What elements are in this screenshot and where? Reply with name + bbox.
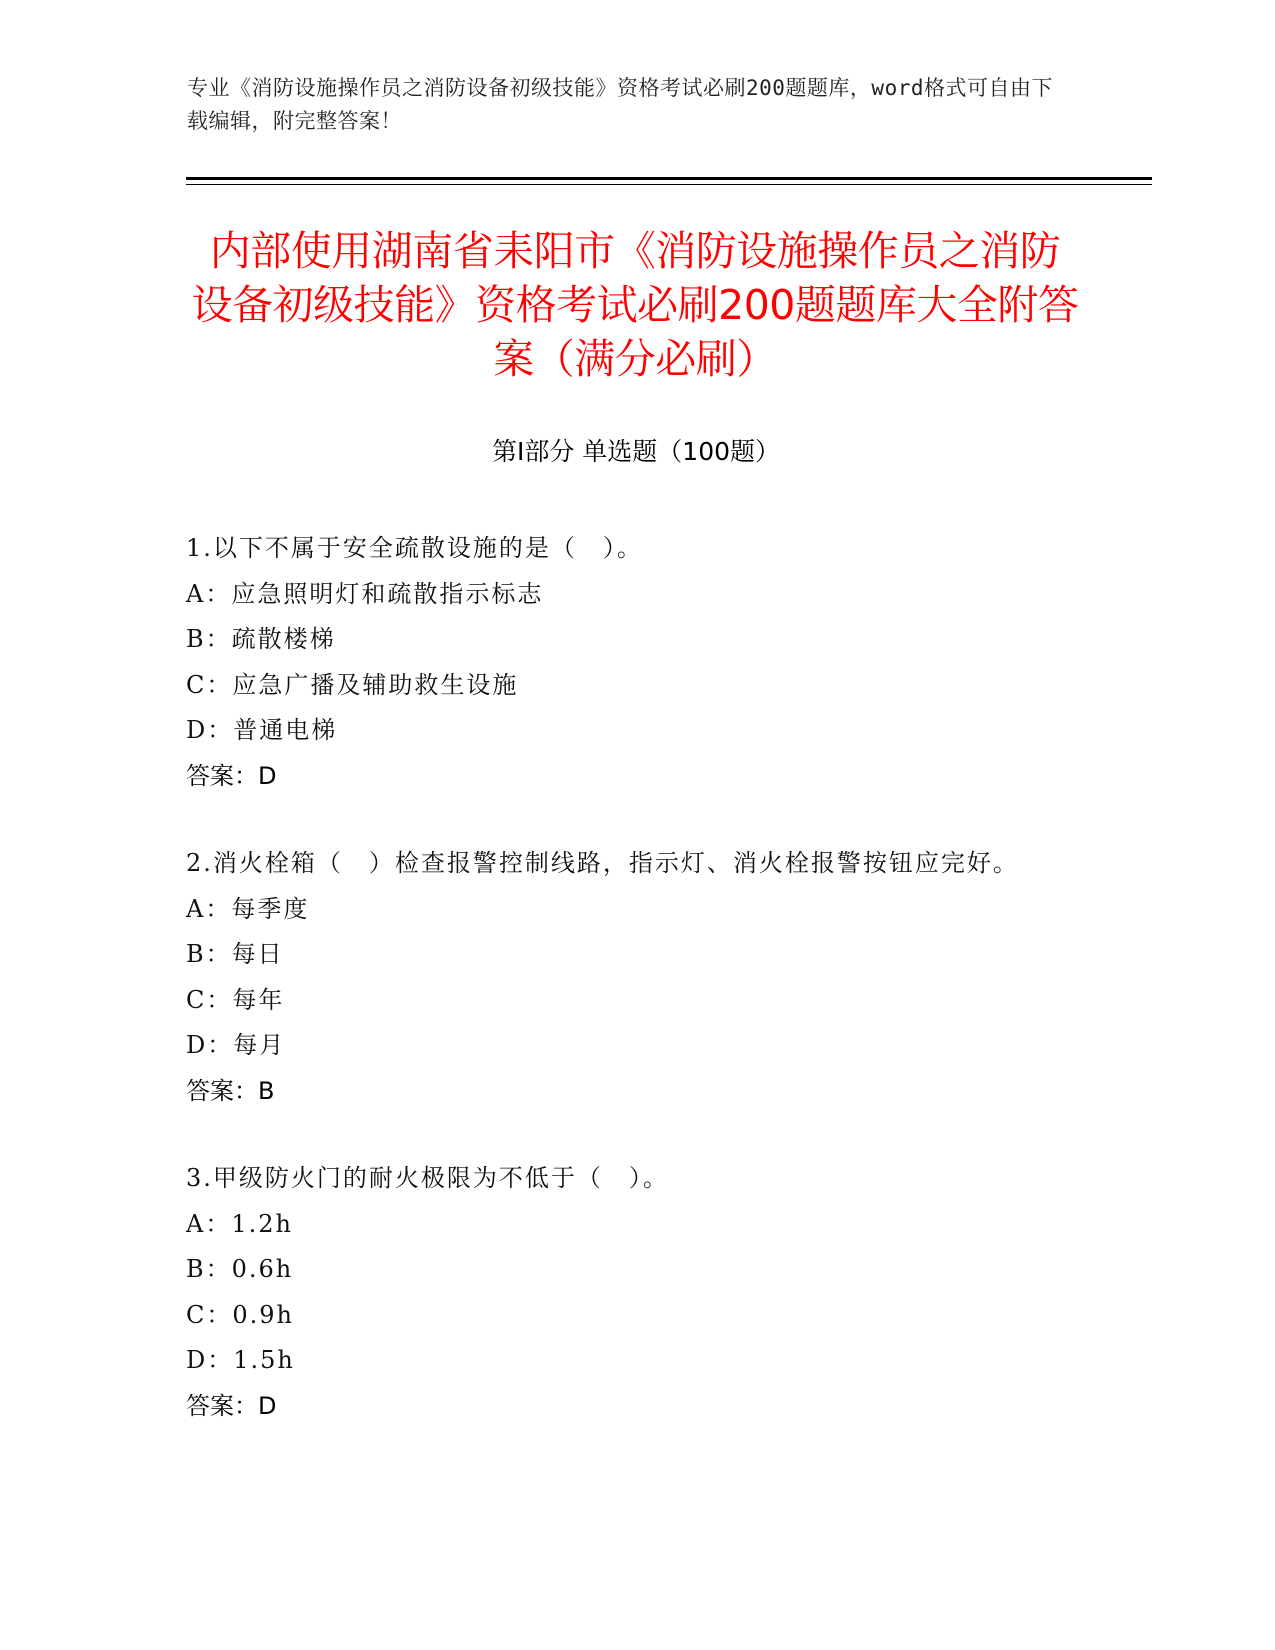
question-3 [186, 1156, 1066, 1429]
answer-line: 答案：B [186, 1076, 275, 1105]
question-2 [186, 841, 1066, 1114]
question-1 [186, 526, 1066, 799]
option-c: C：每年 [186, 985, 285, 1014]
option-b: B：0.6h [186, 1255, 294, 1283]
header-rule-thin [186, 184, 1152, 185]
option-d: D：普通电梯 [186, 716, 338, 744]
header-rule-thick [186, 177, 1152, 180]
question-list [186, 526, 1066, 1471]
answer-line: 答案：D [186, 761, 277, 790]
question-stem: 3.甲级防火门的耐火极限为不低于（ ）。 [186, 1164, 669, 1192]
answer-line: 答案：D [186, 1391, 277, 1420]
question-stem: 1.以下不属于安全疏散设施的是（ ）。 [186, 534, 643, 562]
option-d: D：每月 [186, 1031, 286, 1059]
document-title: 内部使用湖南省耒阳市《消防设施操作员之消防设备初级技能》资格考试必刷200题题库大全附答案（满分必刷） [191, 227, 1079, 383]
option-a: A：1.2h [186, 1209, 293, 1238]
option-b: B：疏散楼梯 [186, 625, 336, 653]
option-a: A：每季度 [186, 894, 310, 923]
option-a: A：应急照明灯和疏散指示标志 [186, 579, 544, 608]
question-stem: 2.消火栓箱（ ）检查报警控制线路，指示灯、消火栓报警按钮应完好。 [186, 849, 1019, 877]
header-note: 专业《消防设施操作员之消防设备初级技能》资格考试必刷200题题库，word格式可自由下载编辑，附完整答案！ [187, 76, 1053, 133]
option-c: C：0.9h [186, 1300, 294, 1329]
option-b: B：每日 [186, 940, 284, 968]
option-c: C：应急广播及辅助救生设施 [186, 670, 519, 699]
option-d: D：1.5h [186, 1346, 295, 1374]
section-heading: 第Ⅰ部分 单选题（100题） [491, 437, 781, 466]
